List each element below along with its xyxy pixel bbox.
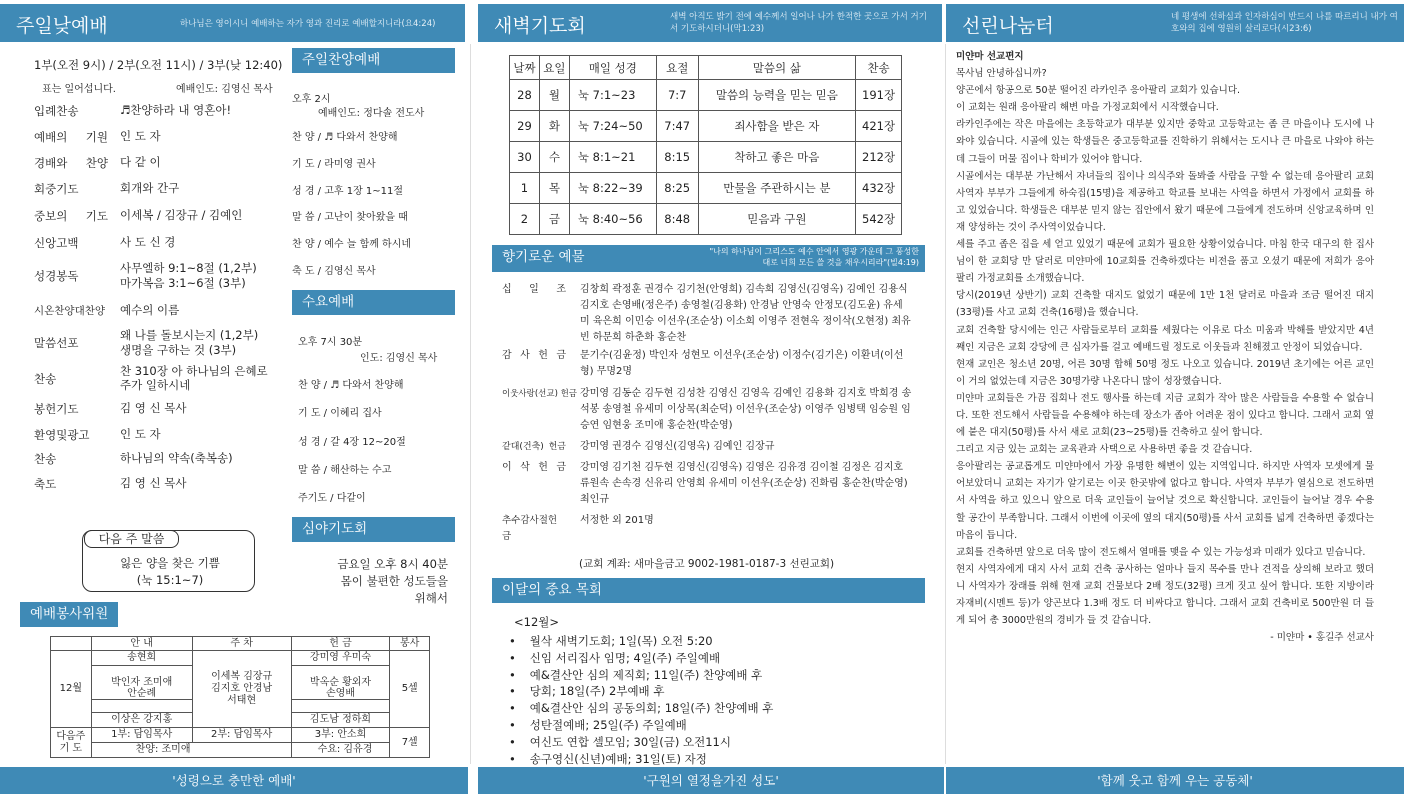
service-team-table: 안 내 주 차 헌 금 봉사 12월 송현희 이세복 김장규 김지호 안경남 서태현 강미영 우미숙 5셀 박인자 조미애 박옥순 황외자 안순례 손영배 이상은 강지홍 김도남 정하희 다음주 기 도 1부: 담임목사 2부: 담임목사 3부: 안소희 7셀 찬양: 조미애 수요: 김유경 [50, 636, 430, 758]
dawn-quote: 새벽 아직도 밝기 전에 예수께서 일어나 나가 한적한 곳으로 가서 거기서 기도하시더니(막1:23) [670, 12, 927, 34]
letter-footer: '함께 웃고 함께 우는 공동체' [946, 767, 1404, 794]
letter-paragraph: 양곤에서 항공으로 50분 떨어진 라카인주 응아팔리 교회가 있습니다. [956, 85, 1241, 97]
stand-note: 표는 일어섭니다. [42, 84, 116, 95]
praise-item: 찬 양 / 예수 늘 함께 하시네 [292, 239, 412, 250]
next-sermon-title: 다음 주 말씀 [84, 530, 179, 548]
letter-paragraph: 당시(2019년 상반기) 교회 건축할 대지도 없었기 때문에 1만 1천 달러로 마을과 조금 떨어진 대지(33평)를 사고 교회 건축(16평)을 했습니다. [956, 290, 1374, 319]
list-item: • 송구영신(신년)예배; 31일(토) 자정 [509, 751, 773, 768]
letter-paragraph: 시골에서는 대부분 가난해서 자녀들의 집이나 의식주와 돌봐줄 사람을 구할 수 없는데 응아팔리 교회 사역자 부부가 그들에게 하숙집(15명)을 제공하고 학교를 보내는 사역을 하면서 가정에서 교회를 하고 있었습니다. 학생들은 대부분 믿지 않는 집안에서 왔기 때문에 그들에게 전도하며 신앙교육하며 인재 양성하는 것이 주사역이었습니다. [956, 170, 1374, 233]
letter-signature: - 미얀마 • 홍길주 선교사 [1270, 632, 1374, 644]
letter-paragraph: 응아팔리는 공교롭게도 미얀마에서 가장 유명한 해변이 있는 지역입니다. 하지만 사역자 모셋에게 물어보았더니 교회는 자기가 알기로는 이곳 한곳밖에 없다고 합니다. 사역자 부부가 열심으로 전도하면서 사역을 하고 있으니 앞으로 더욱 교인들이 늘어날 것으로 확신합니다. 교인들이 늘어날 경우 수용할 공간이 부족합니다. 그래서 이번에 이곳에 옆의 대지(50평)를 사서 교회를 넓게 건축하면 좋겠다는 마음이 듭니다. [956, 461, 1374, 541]
praise-item: 말 씀 / 고난이 찾아왔을 때 [292, 212, 408, 223]
news-footer: '구원의 열정을가진 성도' [478, 767, 944, 794]
letter-paragraph: 세를 주고 좁은 집을 세 얻고 있었기 때문에 교회가 필요한 상황이었습니다. 마침 한국 대구의 한 집사님이 한 교회당 만 달러로 미얀마에 10교회를 건축하겠다는 비전을 품고 오셨기 때문에 저희가 응아팔리 가정교회를 소개했습니다. [956, 239, 1374, 285]
table-row: 28 월 눅 7:1~23 7:7 말씀의 능력을 믿는 믿음 191장 [510, 80, 902, 111]
night-line1: 금요일 오후 8시 40분 [337, 557, 448, 571]
table-row: 29 화 눅 7:24~50 7:47 죄사함을 받은 자 421장 [510, 111, 902, 142]
dawn-table: 날짜 요일 매일 성경 요절 말씀의 삶 찬송 28 월 눅 7:1~23 7:7 말씀의 능력을 믿는 믿음 191장 29 화 눅 7:24~50 7:47 죄사함을 받은 자 421장 30 수 눅 8:1~21 8:15 착하고 좋은 마음 212장 1 목 눅 8:22~39 8:25 만물을 주관하시는 분 432장 2 금 눅 8:40~56 8:48 믿음과 구원 542장 [509, 55, 902, 235]
next-sermon-text: 잃은 양을 찾은 기쁨 [120, 556, 220, 570]
divider [470, 44, 471, 764]
sunday-title: 주일낮예배 [16, 15, 108, 37]
table-row: 2 금 눅 8:40~56 8:48 믿음과 구원 542장 [510, 204, 902, 235]
letter-paragraph: 목사님 안녕하십니까? [956, 68, 1047, 80]
night-line2: 몸이 불편한 성도들을 [340, 574, 448, 588]
sunday-leader: 예배인도: 김영신 목사 [176, 84, 273, 95]
list-item: • 신임 서리집사 임명; 4일(주) 주일예배 [509, 650, 773, 667]
list-item: • 예&결산안 심의 제직회; 11일(주) 찬양예배 후 [509, 667, 773, 684]
service-times: 1부(오전 9시) / 2부(오전 11시) / 3부(낮 12:40) [34, 58, 283, 72]
list-item: • 예&결산안 심의 공동의회; 18일(주) 찬양예배 후 [509, 700, 773, 717]
praise-leader: 예배인도: 정다솔 전도사 [318, 108, 425, 119]
wed-item: 기 도 / 이혜리 집사 [298, 408, 382, 419]
mission-letter [956, 48, 1374, 646]
sunday-header [0, 4, 465, 42]
night-title: 심야기도회 [292, 517, 455, 542]
list-item: • 여신도 연합 셀모임; 30일(금) 오전11시 [509, 734, 773, 751]
praise-time: 오후 2시 [292, 94, 331, 105]
offering-title: 향기로운 예물 [502, 249, 585, 265]
next-sermon-ref: (눅 15:1~7) [136, 573, 204, 587]
letter-title: 선린나눔터 [962, 15, 1054, 37]
dawn-header [478, 4, 942, 42]
dawn-title: 새벽기도회 [494, 15, 586, 37]
news-month: <12월> [514, 615, 560, 629]
praise-item: 찬 양 / ♬ 다와서 찬양해 [292, 132, 398, 143]
night-line3: 위해서 [414, 591, 448, 605]
letter-paragraph: 현재 교인은 청소년 20명, 어른 30명 합해 50명 정도 나오고 있습니다. 2019년 초기에는 어른 교인이 거의 없었는데 지금은 30명가량 나온다니 많이 성장했습니다. [956, 358, 1374, 387]
wed-item: 찬 양 / ♬ 다와서 찬양해 [298, 380, 404, 391]
praise-item: 기 도 / 라미영 권사 [292, 159, 376, 170]
letter-heading: 미얀마 선교편지 [956, 51, 1024, 62]
list-item: • 월삭 새벽기도회; 1일(목) 오전 5:20 [509, 633, 773, 650]
table-row: 1 목 눅 8:22~39 8:25 만물을 주관하시는 분 432장 [510, 173, 902, 204]
sunday-footer: '성령으로 충만한 예배' [0, 767, 468, 794]
letter-paragraph: 교회 건축할 당시에는 인근 사람들로부터 교회를 세웠다는 이유로 다소 미움과 박해를 받았지만 4년째인 지금은 교회 강당에 큰 십자가를 걸고 예배드릴 정도로 이웃들과 친해졌고 안정이 되었습니다. [956, 324, 1374, 353]
wed-title: 수요예배 [292, 290, 455, 315]
table-row: 30 수 눅 8:1~21 8:15 착하고 좋은 마음 212장 [510, 142, 902, 173]
letter-paragraph: 이 교회는 원래 응아팔리 해변 마을 가정교회에서 시작했습니다. [956, 102, 1219, 114]
letter-paragraph: 현지 사역자에게 대지 사서 교회 건축 공사하는 얼마나 들지 목수를 만나 견적을 상의해 보라고 했더니 사역자가 장래를 위해 현재 교회 건물보다 2배 정도(32평) 크게 짓고 싶어 합니다. 또한 지방이라 자재비(시멘트 등)가 양곤보다 1.3배 정도 더 비싸다고 합니다. 그래서 교회 건축비로 500만원 더 들게 되어 총 3000만원의 경비가 들 것 같습니다. [956, 563, 1374, 627]
offering-header [492, 245, 925, 272]
letter-header [946, 4, 1404, 42]
sunday-quote: 하나님은 영이시니 예배하는 자가 영과 진리로 예배할지니라(요4:24) [180, 19, 436, 29]
letter-paragraph: 그리고 지금 있는 교회는 교육관과 사택으로 사용하면 좋을 것 같습니다. [956, 444, 1253, 456]
church-account: (교회 계좌: 새마을금고 9002-1981-0187-3 선린교회) [579, 558, 835, 570]
letter-paragraph: 미얀마 교회들은 가끔 집회나 전도 행사를 하는데 지금 교회가 작아 많은 사람들을 수용할 수 없습니다. 또한 전도해서 사람들을 수용해야 하는데 장소가 좁아 어려운 점이 있다고 합니다. 그래서 교회 옆에 붙은 대지(50평)를 사서 새로 교회(23~25평)를 건축하고 싶어 합니다. [956, 392, 1374, 439]
praise-item: 성 경 / 고후 1장 1~11절 [292, 186, 404, 197]
letter-quote: 네 평생에 선하심과 인자하심이 반드시 나를 따르리니 내가 여호와의 집에 영원히 살리로다(시23:6) [1171, 12, 1398, 34]
news-title: 이달의 중요 목회 [492, 578, 925, 603]
wed-leader: 인도: 김영신 목사 [360, 353, 438, 364]
news-list [509, 633, 773, 767]
wed-item: 말 씀 / 해산하는 수고 [298, 465, 392, 476]
wed-time: 오후 7시 30분 [298, 337, 363, 348]
list-item: • 당회; 18일(주) 2부예배 후 [509, 683, 773, 700]
letter-paragraph: 교회를 건축하면 앞으로 더욱 많이 전도해서 열매를 맺을 수 있는 가능성과 미래가 있다고 믿습니다. [956, 546, 1366, 558]
praise-item: 축 도 / 김영신 목사 [292, 266, 376, 277]
wed-item: 성 경 / 갈 4장 12~20절 [298, 437, 406, 448]
list-item: • 성탄절예배; 25일(주) 주일예배 [509, 717, 773, 734]
service-team-title: 예배봉사위원 [20, 602, 118, 627]
letter-paragraph: 라카인주에는 작은 마을에는 초등학교가 대부분 있지만 중학교 고등학교는 좀 큰 마을이나 도시에 나와야 있습니다. 시골에 있는 학생들은 중고등학교를 진학하기 위해서는 도시나 큰 마을로 나와야 하는데 그들이 머물 집이나 학비가 있어야 합니다. [956, 119, 1374, 165]
divider [945, 44, 946, 764]
praise-title: 주일찬양예배 [292, 48, 455, 73]
offering-quote: "나의 하나님이 그리스도 예수 안에서 영광 가운데 그 풍성한 대로 너희 모든 쓸 것을 채우시리라"(빌4:19) [709, 247, 919, 267]
wed-item: 주기도 / 다같이 [298, 493, 366, 504]
